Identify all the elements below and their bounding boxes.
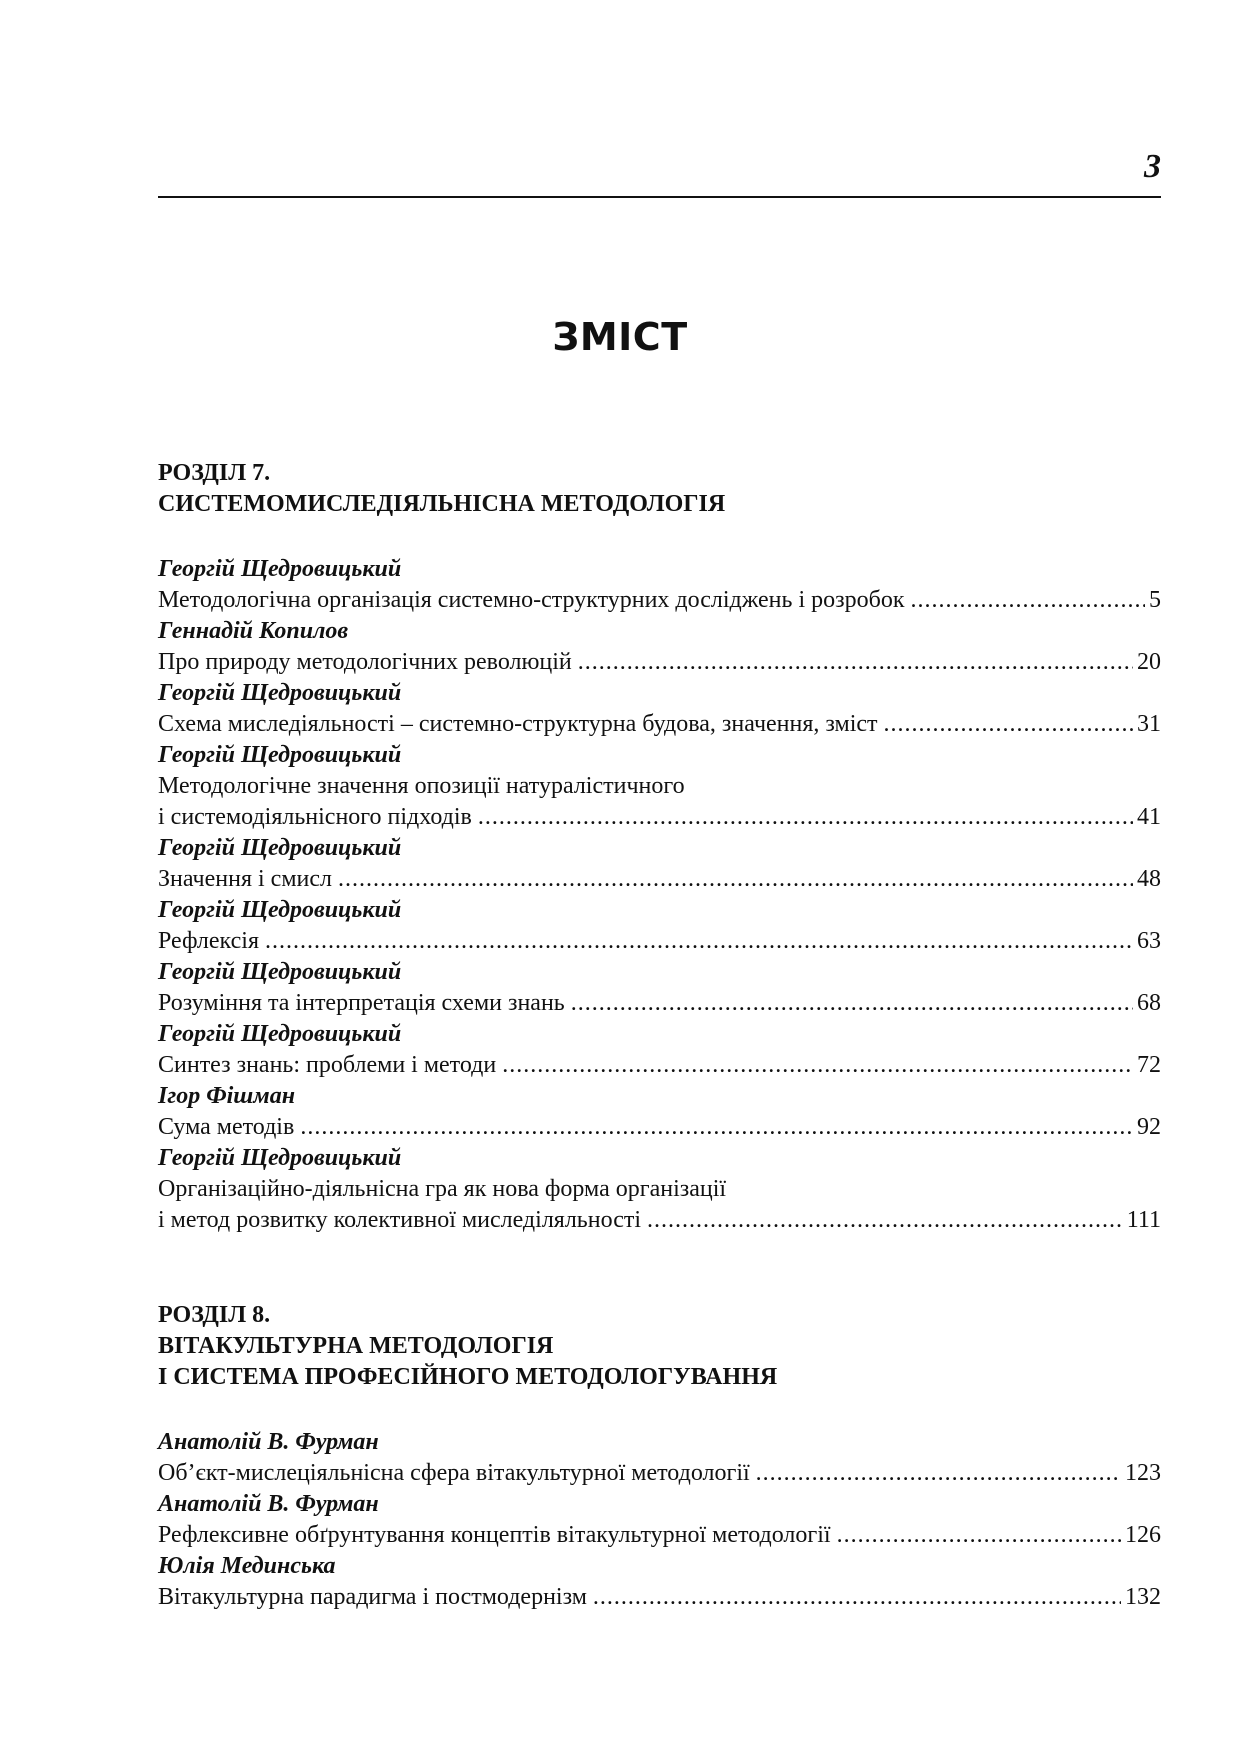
entry-page-number: 31: [1137, 711, 1161, 737]
entry-author: Георгій Щедровицький: [158, 680, 402, 706]
entry-author: Анатолій В. Фурман: [158, 1491, 379, 1517]
toc-entry[interactable]: [158, 833, 1161, 895]
toc-entry[interactable]: [158, 1081, 1161, 1143]
entry-title: Сума методів: [158, 1114, 295, 1140]
entry-title-row: [158, 1112, 1161, 1143]
entry-title: Розуміння та інтерпретація схеми знань: [158, 990, 565, 1016]
entry-title-row: [158, 585, 1161, 616]
entry-page-number: 72: [1137, 1052, 1161, 1078]
toc-entry[interactable]: [158, 1489, 1161, 1551]
entry-title-row: [158, 1458, 1161, 1489]
entry-page-number: 41: [1137, 804, 1161, 830]
toc-entry-list: [158, 554, 1161, 1236]
dot-leader: [502, 1050, 1133, 1081]
toc-entry[interactable]: [158, 1143, 1161, 1236]
section-heading-line: СИСТЕМОМИСЛЕДІЯЛЬНІСНА МЕТОДОЛОГІЯ: [158, 491, 726, 517]
entry-title-row: [158, 1582, 1161, 1613]
entry-title: і метод розвитку колективної миследіляльності: [158, 1207, 641, 1233]
entry-title: Значення і смисл: [158, 866, 332, 892]
entry-page-number: 48: [1137, 866, 1161, 892]
entry-title: Рефлексія: [158, 928, 259, 954]
entry-page-number: 68: [1137, 990, 1161, 1016]
entry-title: Рефлексивне обґрунтування концептів вітакультурної методології: [158, 1522, 831, 1548]
entry-title-row: [158, 802, 1161, 833]
toc-entry[interactable]: [158, 740, 1161, 833]
page-number: 3: [1144, 148, 1161, 185]
entry-page-number: 63: [1137, 928, 1161, 954]
entry-author: Георгій Щедровицький: [158, 1021, 402, 1047]
entry-page-number: 123: [1125, 1460, 1161, 1486]
entry-title-row: [158, 647, 1161, 678]
dot-leader: [756, 1458, 1121, 1489]
entry-author: Георгій Щедровицький: [158, 959, 402, 985]
dot-leader: [910, 585, 1145, 616]
entry-author: Георгій Щедровицький: [158, 1145, 402, 1171]
entry-page-number: 126: [1125, 1522, 1161, 1548]
dot-leader: [338, 864, 1133, 895]
section-heading-line: РОЗДІЛ 8.: [158, 1302, 271, 1328]
entry-title-row: [158, 864, 1161, 895]
dot-leader: [478, 802, 1133, 833]
section-heading-line: РОЗДІЛ 7.: [158, 460, 271, 486]
dot-leader: [837, 1520, 1121, 1551]
entry-title-row: [158, 926, 1161, 957]
entry-title-row: [158, 1050, 1161, 1081]
entry-page-number: 132: [1125, 1584, 1161, 1610]
toc-entry[interactable]: [158, 1019, 1161, 1081]
entry-title-row: [158, 988, 1161, 1019]
section-heading: [158, 458, 1161, 520]
entry-title: Об’єкт-мислеціяльнісна сфера вітакультурної методології: [158, 1460, 750, 1486]
entry-author: Георгій Щедровицький: [158, 742, 402, 768]
page-title: ЗМІСТ: [552, 315, 688, 359]
entry-page-number: 111: [1126, 1207, 1161, 1233]
entry-title-row: [158, 1205, 1161, 1236]
toc-entry[interactable]: [158, 957, 1161, 1019]
section-heading-line: І СИСТЕМА ПРОФЕСІЙНОГО МЕТОДОЛОГУВАННЯ: [158, 1364, 778, 1390]
entry-page-number: 5: [1149, 587, 1161, 613]
section-heading-line: ВІТАКУЛЬТУРНА МЕТОДОЛОГІЯ: [158, 1333, 554, 1359]
toc-entry-list: [158, 1427, 1161, 1613]
section-heading: [158, 1300, 1161, 1393]
toc-entry[interactable]: [158, 554, 1161, 616]
entry-author: Ігор Фішман: [158, 1083, 296, 1109]
entry-author: Анатолій В. Фурман: [158, 1429, 379, 1455]
toc-entry[interactable]: [158, 895, 1161, 957]
entry-title-row: [158, 709, 1161, 740]
entry-page-number: 20: [1137, 649, 1161, 675]
header-rule: [158, 196, 1161, 198]
entry-author: Геннадій Копилов: [158, 618, 349, 644]
toc-entry[interactable]: [158, 1427, 1161, 1489]
entry-title: і системодіяльнісного підходів: [158, 804, 472, 830]
entry-title: Вітакультурна парадигма і постмодернізм: [158, 1584, 587, 1610]
entry-author: Георгій Щедровицький: [158, 835, 402, 861]
dot-leader: [571, 988, 1133, 1019]
entry-title: Синтез знань: проблеми і методи: [158, 1052, 497, 1078]
entry-title-row: [158, 1520, 1161, 1551]
entry-author: Георгій Щедровицький: [158, 897, 402, 923]
toc-section-8: [158, 1300, 1161, 1613]
entry-title-line: Організаційно-діяльнісна гра як нова форма організації: [158, 1176, 727, 1202]
dot-leader: [647, 1205, 1123, 1236]
toc-entry[interactable]: [158, 616, 1161, 678]
entry-title: Схема миследіяльності – системно-структурна будова, значення, зміст: [158, 711, 878, 737]
dot-leader: [300, 1112, 1133, 1143]
dot-leader: [578, 647, 1133, 678]
entry-title: Методологічна організація системно-структурних досліджень і розробок: [158, 587, 905, 613]
entry-page-number: 92: [1137, 1114, 1161, 1140]
entry-author: Юлія Мединська: [158, 1553, 336, 1579]
entry-title-line: Методологічне значення опозиції натуралістичного: [158, 773, 685, 799]
dot-leader: [593, 1582, 1121, 1613]
dot-leader: [265, 926, 1133, 957]
toc-entry[interactable]: [158, 1551, 1161, 1613]
entry-title: Про природу методологічних революцій: [158, 649, 572, 675]
entry-author: Георгій Щедровицький: [158, 556, 402, 582]
dot-leader: [884, 709, 1133, 740]
toc-section-7: [158, 458, 1161, 1236]
toc-entry[interactable]: [158, 678, 1161, 740]
